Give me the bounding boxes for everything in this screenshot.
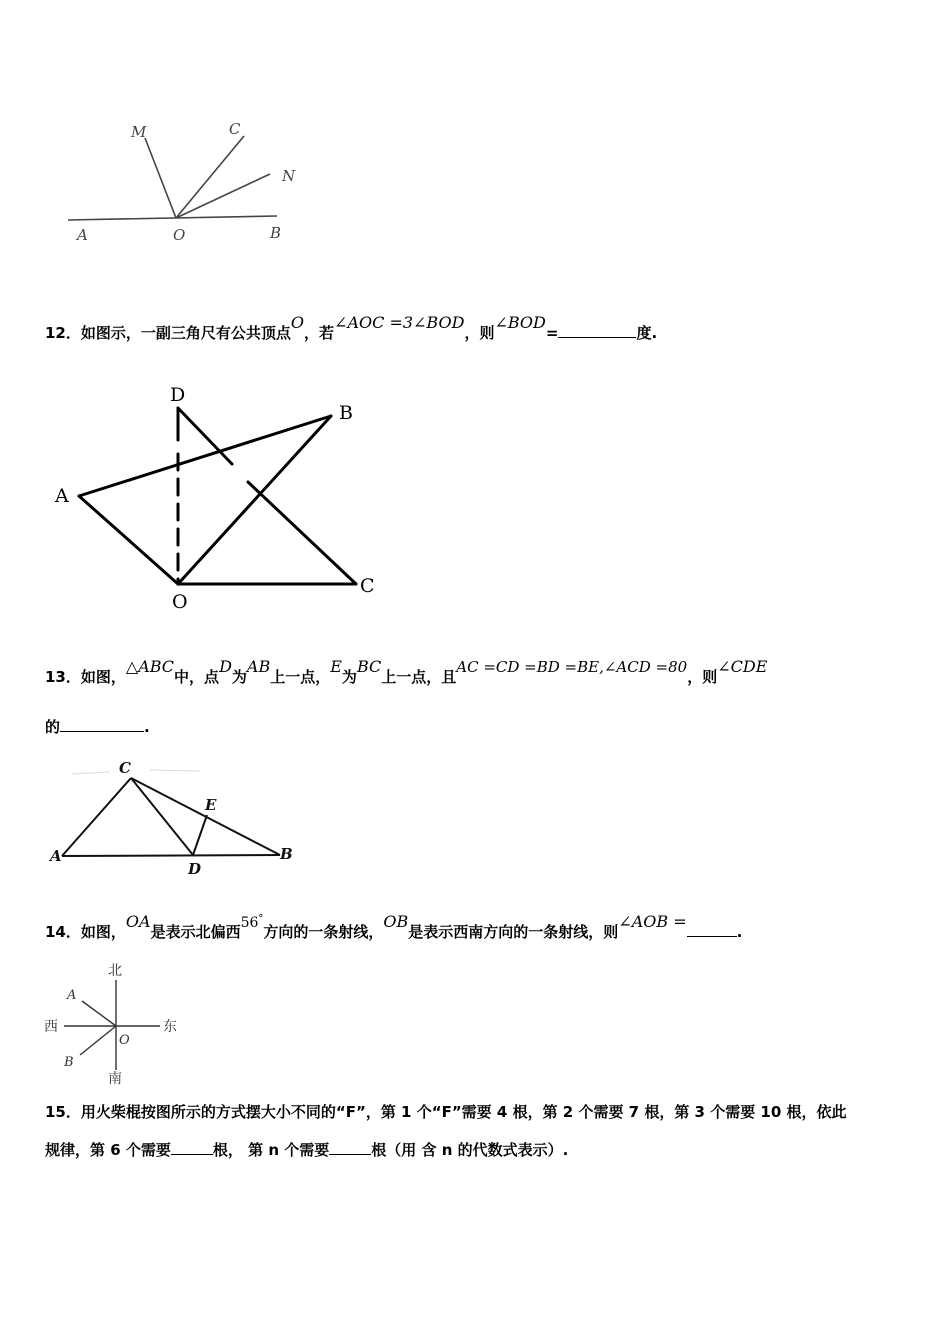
question-14 — [45, 912, 743, 942]
q15-text: 根， 第 n 个需要 — [212, 1141, 330, 1159]
q13-math-ab: AB — [246, 657, 271, 676]
label-C: C — [360, 575, 375, 597]
label-B: B — [270, 224, 282, 242]
triangle-rulers-figure-q12 — [0, 370, 950, 620]
q12-math-o: O — [290, 313, 305, 332]
label-west: 西 — [44, 1019, 58, 1035]
q14-text: 是表示西南方向的一条射线，则 — [408, 923, 619, 941]
label-O: O — [173, 226, 186, 244]
q14-text: . — [736, 923, 743, 941]
q14-text: 如图， — [80, 923, 126, 941]
label-D: D — [170, 384, 186, 406]
q13-math-d: D — [219, 657, 232, 676]
label-N: N — [282, 167, 296, 185]
label-O: O — [172, 591, 188, 613]
q15-text: 15．用火柴棍按图所示的方式摆大小不同的“F”，第 1 个“F”需要 4 根，第 2 个需要 7 根，第 3 个需要 10 根，依此 — [45, 1103, 847, 1121]
q13-text: 为 — [341, 668, 357, 686]
q14-math-ob: OB — [383, 912, 409, 931]
question-13-line1 — [45, 657, 768, 687]
q15-answer-blank-2[interactable] — [329, 1140, 371, 1155]
q14-math-56-value: 56 — [240, 915, 259, 931]
q13-text: 的 — [45, 718, 61, 736]
q13-text: 为 — [231, 668, 247, 686]
label-B: B — [64, 1055, 74, 1070]
q13-answer-blank[interactable] — [60, 717, 144, 732]
triangle-figure-q13 — [0, 740, 950, 880]
label-A: A — [50, 847, 62, 865]
q12-number: 12． — [45, 324, 81, 342]
label-O: O — [119, 1033, 130, 1048]
question-15-line2 — [45, 1139, 568, 1160]
q12-text3: ，则 — [464, 324, 495, 342]
q13-math-cde: ∠CDE — [717, 657, 768, 676]
q14-text: 方向的一条射线， — [263, 923, 384, 941]
q13-text: 如图， — [80, 668, 126, 686]
q12-answer-blank[interactable] — [558, 323, 636, 338]
q12-text5: 度. — [636, 324, 658, 342]
label-A: A — [67, 988, 77, 1003]
q13-math-condition: AC =CD =BD =BE,∠ACD =80 — [456, 658, 688, 676]
q14-math-oa: OA — [125, 912, 151, 931]
q13-text: ，则 — [687, 668, 718, 686]
q13-math-e: E — [330, 657, 342, 676]
q12-math-bod: ∠BOD — [494, 313, 546, 332]
q13-number: 13． — [45, 668, 81, 686]
angle-figure-q11 — [0, 0, 950, 260]
label-north: 北 — [108, 963, 122, 979]
label-C: C — [229, 120, 241, 138]
label-C: C — [119, 759, 131, 777]
q14-answer-blank[interactable] — [687, 922, 737, 937]
q14-text: 是表示北偏西 — [150, 923, 241, 941]
label-south: 南 — [108, 1071, 122, 1087]
degree-symbol: ° — [258, 913, 264, 925]
q13-text: 上一点， — [270, 668, 331, 686]
q15-text: 规律，第 6 个需要 — [45, 1141, 171, 1159]
label-B: B — [280, 845, 293, 863]
q13-math-triangle: △ABC — [125, 657, 175, 676]
label-E: E — [205, 796, 217, 814]
q12-math-condition: ∠AOC =3∠BOD — [334, 313, 465, 332]
q12-text2: ，若 — [304, 324, 335, 342]
q14-number: 14． — [45, 923, 81, 941]
label-M: M — [131, 123, 147, 141]
label-A: A — [55, 485, 69, 507]
q15-text: 根（用 含 n 的代数式表示）. — [371, 1141, 569, 1159]
question-12 — [45, 313, 658, 343]
q13-math-bc: BC — [356, 657, 382, 676]
q12-text4: = — [545, 324, 559, 342]
label-D: D — [188, 860, 202, 878]
q14-math-56 — [241, 915, 264, 931]
q15-answer-blank-1[interactable] — [171, 1140, 213, 1155]
q13-text: 中，点 — [174, 668, 220, 686]
compass-figure-q14 — [0, 955, 950, 1090]
q12-text1: 如图示，一副三角尺有公共顶点 — [80, 324, 291, 342]
question-15-line1 — [45, 1101, 847, 1122]
q14-math-aob: ∠AOB = — [618, 912, 687, 931]
label-east: 东 — [163, 1019, 177, 1035]
question-13-line2 — [45, 716, 150, 737]
q13-text: . — [144, 718, 150, 736]
q13-text: 上一点，且 — [381, 668, 457, 686]
label-A: A — [77, 226, 88, 244]
label-B: B — [339, 402, 353, 424]
